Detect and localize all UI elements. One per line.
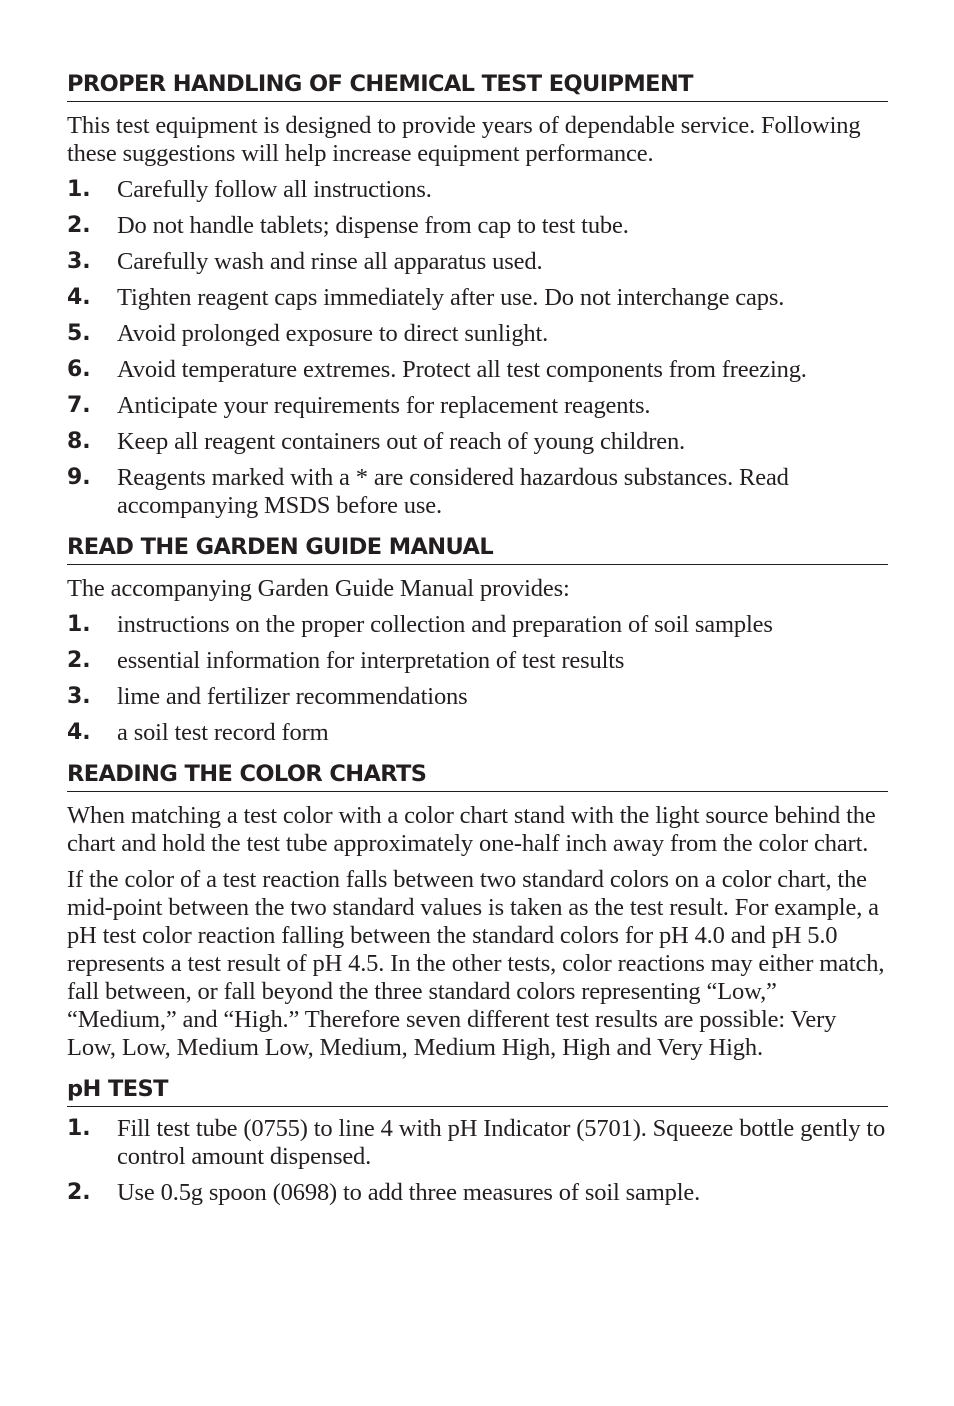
numbered-list	[67, 1115, 888, 1207]
list-item-text: Avoid prolonged exposure to direct sunlight.	[117, 320, 549, 347]
list-item-number: 2.	[67, 648, 91, 673]
document-page	[67, 70, 888, 1207]
section-proper-handling	[67, 70, 888, 520]
list-item-text: Avoid temperature extremes. Protect all test components from freezing.	[117, 356, 807, 383]
list-item	[67, 176, 888, 204]
list-item-number: 1.	[67, 1116, 91, 1141]
list-item-text: Anticipate your requirements for replacement reagents.	[117, 392, 651, 419]
list-item-number: 7.	[67, 393, 91, 418]
list-item-text: Keep all reagent containers out of reach of young children.	[117, 428, 686, 455]
section-heading: READ THE GARDEN GUIDE MANUAL	[67, 533, 888, 565]
list-item	[67, 1179, 888, 1207]
list-item-number: 2.	[67, 213, 91, 238]
list-item	[67, 683, 888, 711]
section-heading: PROPER HANDLING OF CHEMICAL TEST EQUIPMENT	[67, 70, 888, 102]
list-item-number: 6.	[67, 357, 91, 382]
numbered-list	[67, 611, 888, 747]
list-item-text: Reagents marked with a * are considered hazardous substances. Read accompanying MSDS before use.	[117, 464, 789, 519]
list-item-text: Fill test tube (0755) to line 4 with pH Indicator (5701). Squeeze bottle gently to control amount dispensed.	[117, 1115, 886, 1170]
list-item-number: 1.	[67, 612, 91, 637]
list-item-number: 4.	[67, 285, 91, 310]
list-item	[67, 611, 888, 639]
numbered-list	[67, 176, 888, 520]
list-item	[67, 320, 888, 348]
list-item-number: 8.	[67, 429, 91, 454]
list-item-number: 3.	[67, 684, 91, 709]
list-item-number: 4.	[67, 720, 91, 745]
section-heading: pH TEST	[67, 1075, 888, 1107]
list-item	[67, 428, 888, 456]
list-item-text: instructions on the proper collection and preparation of soil samples	[117, 611, 773, 638]
list-item-number: 2.	[67, 1180, 91, 1205]
list-item-text: a soil test record form	[117, 719, 329, 746]
list-item-text: essential information for interpretation of test results	[117, 647, 625, 674]
list-item-number: 1.	[67, 177, 91, 202]
list-item	[67, 1115, 888, 1171]
list-item	[67, 248, 888, 276]
section-ph-test	[67, 1075, 888, 1207]
list-item	[67, 356, 888, 384]
paragraph: The accompanying Garden Guide Manual provides:	[67, 575, 570, 602]
list-item-number: 9.	[67, 465, 91, 490]
list-item	[67, 392, 888, 420]
list-item	[67, 212, 888, 240]
list-item-number: 5.	[67, 321, 91, 346]
list-item-text: Carefully wash and rinse all apparatus used.	[117, 248, 543, 275]
list-item-text: Do not handle tablets; dispense from cap to test tube.	[117, 212, 629, 239]
paragraph: If the color of a test reaction falls between two standard colors on a color chart, the mid-point between the two standard values is taken as the test result. For example, a pH test color reaction falling between the standard colors for pH 4.0 and pH 5.0 represents a test result of pH 4.5. In the other tests, color reactions may either match, fall between, or fall beyond the three standard colors representing “Low,” “Medium,” and “High.” Therefore seven different test results are possible: Very Low, Low, Medium Low, Medium, Medium High, High and Very High.	[67, 866, 885, 1061]
section-color-charts	[67, 760, 888, 1062]
list-item	[67, 647, 888, 675]
paragraph: When matching a test color with a color chart stand with the light source behind the chart and hold the test tube approximately one-half inch away from the color chart.	[67, 802, 876, 857]
list-item-number: 3.	[67, 249, 91, 274]
list-item	[67, 464, 888, 520]
paragraph: This test equipment is designed to provide years of dependable service. Following these suggestions will help increase equipment performance.	[67, 112, 861, 167]
list-item-text: Use 0.5g spoon (0698) to add three measures of soil sample.	[117, 1179, 701, 1206]
list-item	[67, 719, 888, 747]
list-item-text: Carefully follow all instructions.	[117, 176, 432, 203]
section-garden-guide	[67, 533, 888, 747]
list-item-text: lime and fertilizer recommendations	[117, 683, 468, 710]
list-item	[67, 284, 888, 312]
list-item-text: Tighten reagent caps immediately after use. Do not interchange caps.	[117, 284, 785, 311]
section-heading: READING THE COLOR CHARTS	[67, 760, 888, 792]
